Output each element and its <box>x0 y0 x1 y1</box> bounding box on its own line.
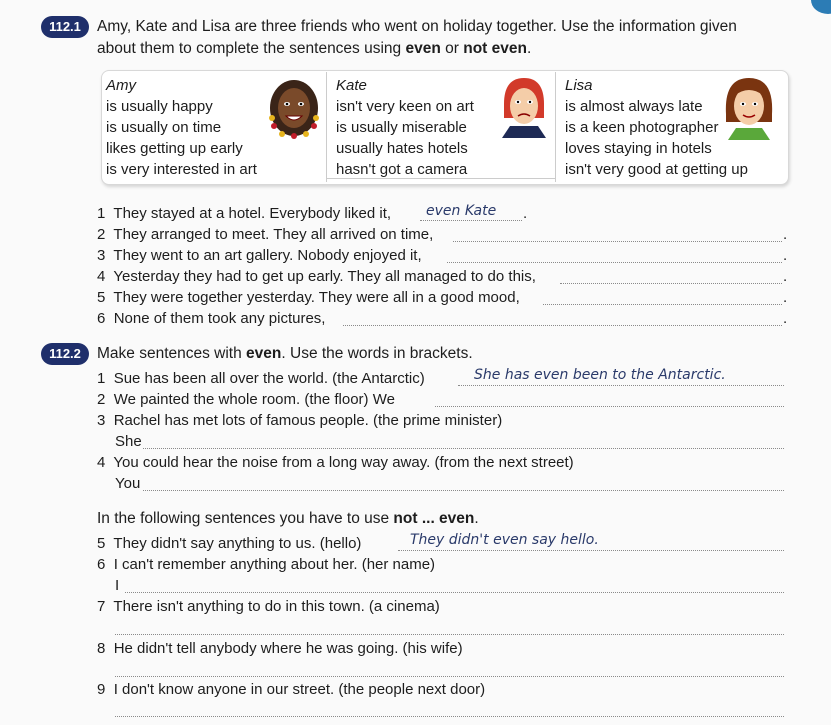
kate-fact: hasn't got a camera <box>336 161 468 178</box>
kate-fact: is usually miserable <box>336 119 467 136</box>
ex2-prompt-6: I <box>115 577 120 594</box>
table-divider <box>326 72 327 182</box>
kate-face-icon <box>498 74 550 138</box>
lisa-name: Lisa <box>565 77 593 94</box>
answer-line[interactable] <box>143 448 784 449</box>
answer-line[interactable] <box>343 325 782 326</box>
kate-fact: isn't very keen on art <box>336 98 474 115</box>
answer-line[interactable] <box>115 676 784 677</box>
ex1-item-2: 2 They arranged to meet. They all arrived on time, <box>97 226 434 243</box>
ex1-instruction-line1: Amy, Kate and Lisa are three friends who went on holiday together. Use the information given <box>97 18 737 35</box>
ex2-item-2: 2 We painted the whole room. (the floor) We <box>97 391 395 408</box>
answer-line[interactable] <box>453 241 782 242</box>
lisa-fact: loves staying in hotels <box>565 140 712 157</box>
answer-line[interactable] <box>435 406 784 407</box>
answer-line[interactable] <box>115 634 784 635</box>
ex1-answer-1: even Kate <box>426 203 497 219</box>
ex2-item-6: 6 I can't remember anything about her. (her name) <box>97 556 436 573</box>
answer-line[interactable] <box>458 385 784 386</box>
lisa-fact: is almost always late <box>565 98 703 115</box>
ex2-item-7: 7 There isn't anything to do in this town. (a cinema) <box>97 598 440 615</box>
ex2-instruction: Make sentences with even. Use the words in brackets. <box>97 345 473 362</box>
amy-face-icon <box>264 74 324 140</box>
ex2-item-1: 1 Sue has been all over the world. (the Antarctic) <box>97 370 425 387</box>
amy-fact: is usually on time <box>106 119 222 136</box>
kate-fact: usually hates hotels <box>336 140 468 157</box>
amy-fact: likes getting up early <box>106 140 243 157</box>
lisa-fact: isn't very good at getting up <box>565 161 748 178</box>
answer-line[interactable] <box>543 304 782 305</box>
ex1-item-3: 3 They went to an art gallery. Nobody enjoyed it, <box>97 247 422 264</box>
ex2-item-9: 9 I don't know anyone in our street. (the people next door) <box>97 681 486 698</box>
ex2-prompt-4: You <box>115 475 141 492</box>
ex1-instruction-line2: about them to complete the sentences using even or not even. <box>97 40 532 57</box>
answer-line[interactable] <box>420 220 522 221</box>
ex2-subheading: In the following sentences you have to use not ... even. <box>97 510 479 527</box>
ex1-item-5: 5 They were together yesterday. They were all in a good mood, <box>97 289 520 306</box>
lisa-fact: is a keen photographer <box>565 119 719 136</box>
answer-line[interactable] <box>447 262 782 263</box>
amy-fact: is usually happy <box>106 98 213 115</box>
answer-line[interactable] <box>125 592 784 593</box>
amy-fact: is very interested in art <box>106 161 257 178</box>
ex1-item-1: 1 They stayed at a hotel. Everybody liked it, <box>97 205 392 222</box>
ex2-item-5: 5 They didn't say anything to us. (hello) <box>97 535 362 552</box>
kate-name: Kate <box>336 77 367 94</box>
ex2-item-4: 4 You could hear the noise from a long way away. (from the next street) <box>97 454 574 471</box>
ex2-item-8: 8 He didn't tell anybody where he was going. (his wife) <box>97 640 463 657</box>
answer-line[interactable] <box>115 716 784 717</box>
ex2-answer-1: She has even been to the Antarctic. <box>474 367 726 383</box>
ex2-item-3: 3 Rachel has met lots of famous people. (the prime minister) <box>97 412 503 429</box>
answer-line[interactable] <box>398 550 784 551</box>
lisa-face-icon <box>722 74 776 140</box>
exercise-badge-112-2: 112.2 <box>41 343 89 365</box>
answer-line[interactable] <box>143 490 784 491</box>
ex1-item-4: 4 Yesterday they had to get up early. They all managed to do this, <box>97 268 536 285</box>
exercise-badge-112-1: 112.1 <box>41 16 89 38</box>
ex1-item-6: 6 None of them took any pictures, <box>97 310 326 327</box>
corner-tab <box>811 0 831 14</box>
ex2-answer-5: They didn't even say hello. <box>410 532 599 548</box>
table-divider <box>555 72 556 182</box>
amy-name: Amy <box>106 77 136 94</box>
ex2-prompt-3: She <box>115 433 142 450</box>
answer-line[interactable] <box>560 283 782 284</box>
